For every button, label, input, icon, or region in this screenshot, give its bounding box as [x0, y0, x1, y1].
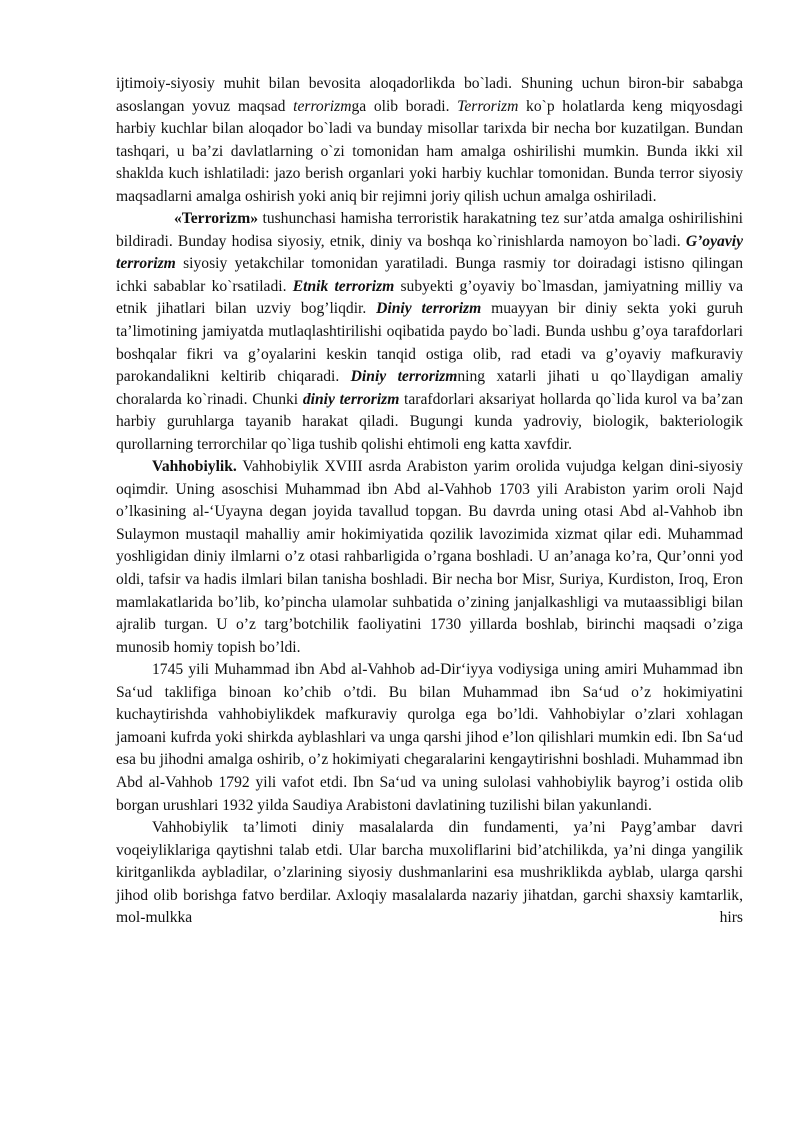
- paragraph-terrorism-intro: [116, 73, 743, 208]
- term-etnik-terrorizm: Etnik terrorizm: [292, 277, 395, 295]
- text-run: 1745 yili Muhammad ibn Abd al-Vahhob ad-Dir‘iyya vodiysiga uning amiri Muhammad ibn Sa‘ud taklifiga binoan ko’chib o’tdi. Bu bilan Muhammad ibn Sa‘ud o’z hokimiyatini kuchaytirishda vahhobiylikdek mafkuraviy qurolga ega bo’ldi. Vahhobiylar o’zlari xohlagan jamoani kufrda yoki shirkda ayblashlari va unga qarshi jihod e’lon qilishlari mumkin edi. Ibn Sa‘ud esa bu jihodni amalga oshirib, o’z hokimiyati chegaralarini kengaytirishni boshladi. Muhammad ibn Abd al-Vahhob 1792 yili vafot etdi. Ibn Sa‘ud va uning sulolasi vahhobiylik bayrog’i ostida olib borgan urushlari 1932 yilda Saudiya Arabistoni davlatining tuzilishi bilan yakunlandi.: [116, 661, 743, 814]
- term-terrorizm: terrorizm: [293, 97, 352, 115]
- text-run: ko`p holatlarda keng miqyosdagi harbiy kuchlar bilan aloqador bo`ladi va bunday misollar tarixda bir necha bor kuzatilgan. Bundan tashqari, u ba’zi davlatlarning o`zi tomonidan ham amalga oshirilishi mumkin. Bunda ikki xil shaklda kuch ishlatiladi: jazo berish organlari yoki harbiy kuchlar tomonidan. Bunda terror siyosiy maqsadlarni amalga oshirish yoki aniq bir rejimni joriy qilish uchun amalga oshiriladi.: [116, 97, 743, 205]
- text-run: ijtimoiy-siyosiy muhit bilan bevosita aloqadorlikda bo`ladi. Shuning uchun biron-bir sababga asoslangan yovuz maqsad: [116, 75, 743, 115]
- text-run: subyekti g’oyaviy bo`lmasdan, jamiyatning milliy va etnik jihatlari bilan uzviy bog’liqdir.: [116, 277, 743, 318]
- document-page: [116, 73, 743, 930]
- text-run: tarafdorlari aksariyat hollarda qo`lida kurol va ba’zan harbiy guruhlarga tayanib harakat qiladi. Bugungi kunda yadroviy, biologik, bakteriologik qurollarning terrorchilar qo`liga tushib qolishi ehtimoli eng katta xavfdir.: [116, 390, 743, 453]
- text-run: muayyan bir diniy sekta yoki guruh ta’limotining jamiyatda mutlaqlashtirilishi oqibatida paydo bo`ladi. Bunda ushbu g’oya tarafdorlari boshqalar fikri va g’oyalarini keskin tanqid ostiga olib, rad etadi va g’oyaviy mafkuraviy parokandalikni keltirib chiqaradi.: [116, 300, 743, 386]
- paragraph-vahhobiylik-history: [116, 659, 743, 817]
- text-run: ga olib boradi.: [351, 97, 458, 115]
- text-run: ning xatarli jihati u qo`llaydigan amaliy choralarda ko`rinadi. Chunki: [116, 368, 743, 408]
- term-diniy-terrorizm: Diniy terrorizm: [376, 300, 482, 318]
- term-goyaviy-terrorizm: G’oyaviy terrorizm: [116, 232, 743, 273]
- text-run: siyosiy yetakchilar tomonidan yaratiladi. Bunga rasmiy tor doiradagi istisno qilingan ichki sabablar ko`rsatiladi.: [116, 255, 743, 295]
- term-diniy-terrorizm: Diniy terrorizm: [350, 368, 458, 386]
- term-diniy-terrorizm: diniy terrorizm: [302, 390, 400, 408]
- paragraph-vahhobiylik-origin: [116, 456, 743, 659]
- term-terrorizm: Terrorizm: [457, 97, 519, 115]
- text-run: Vahhobiylik XVIII asrda Arabiston yarim orolida vujudga kelgan dini-siyosiy oqimdir. Uning asoschisi Muhammad ibn Abd al-Vahhob 1703 yili Arabiston yarim oroli Najd o’lkasining al-‘Uyayna degan joyida tavallud topgan. Bu davrda uning otasi Abd al-Vahhob ibn Sulaymon mustaqil mahalliy amir hokimiyatida qozilik lavozimida xizmat qilar edi. Muhammad yoshligidan diniy ilmlarni o’z otasi rahbarligida o’rgana boshladi. U an’anaga ko’ra, Qur’onni yod oldi, tafsir va hadis ilmlari bilan tanisha boshladi. Bir necha bor Misr, Suriya, Kurdiston, Iroq, Eron mamlakatlarida bo’lib, ko’pincha ulamolar suhbatida o’zining janjalkashligi va mutaassibligi bilan ajralib turgan. U o’z targ’botchilik faoliyatini 1730 yillarda boshlab, birinchi maqsadi o’ziga munosib homiy topish bo’ldi.: [116, 458, 743, 656]
- section-heading-vahhobiylik: Vahhobiylik.: [152, 458, 237, 476]
- paragraph-vahhobiylik-doctrine: [116, 817, 743, 930]
- text-run: Vahhobiylik ta’limoti diniy masalalarda din fundamenti, ya’ni Payg’ambar davri voqeiyliklariga qaytishni talab etdi. Ular barcha muxoliflarini bid’atchilikda, ya’ni dinga yangilik kiritganlikda aybladilar, o’zlarining siyosiy dushmanlarini esa mushriklikda ayblab, ularga qarshi jihod olib borishga fatvo berdilar. Axloqiy masalalarda nazariy jihatdan, garchi shaxsiy kamtarlik, mol-mulkka hirs: [116, 819, 743, 927]
- paragraph-terrorism-types: [116, 208, 743, 456]
- term-terrorizm-quoted: «Terrorizm»: [174, 210, 259, 228]
- text-run: tushunchasi hamisha terroristik harakatning tez sur’atda amalga oshirilishini bildiradi. Bunday hodisa siyosiy, etnik, diniy va boshqa ko`rinishlarda namoyon bo`ladi.: [116, 210, 743, 250]
